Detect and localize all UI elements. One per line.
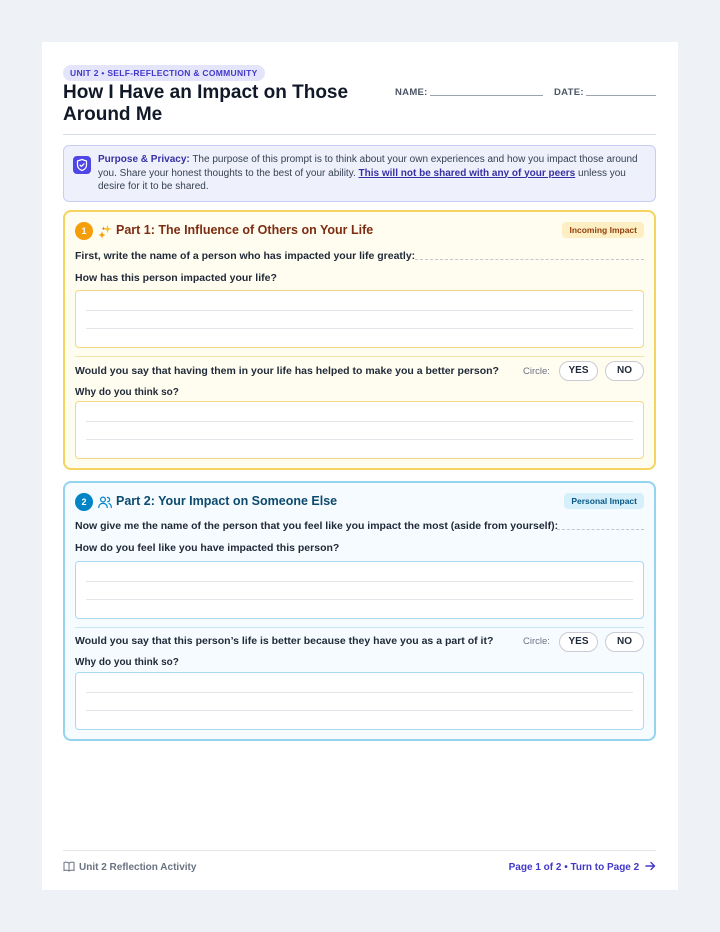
part-2-better-question: Would you say that this person’s life is better because they have you as a part of it? — [75, 635, 494, 647]
page-header — [63, 65, 656, 135]
page-footer — [63, 850, 656, 880]
privacy-label: Purpose & Privacy: — [98, 154, 190, 165]
part-2-why-question: Why do you think so? — [75, 657, 179, 668]
part-1-name-field[interactable] — [415, 259, 644, 260]
part-1-no-option[interactable]: NO — [605, 361, 644, 381]
part-1-better-question: Would you say that having them in your life has helped to make you a better person? — [75, 365, 499, 377]
footer-activity-label: Unit 2 Reflection Activity — [79, 862, 197, 873]
arrow-right-icon — [645, 861, 656, 871]
shield-check-icon — [73, 156, 91, 174]
part-1-card — [63, 210, 656, 470]
part-1-why-question: Why do you think so? — [75, 387, 179, 398]
part-2-how-question: How do you feel like you have impacted this person? — [75, 542, 340, 554]
incoming-impact-badge: Incoming Impact — [562, 222, 644, 238]
worksheet-page — [42, 42, 678, 890]
footer-page-label: Page 1 of 2 • Turn to Page 2 — [508, 862, 640, 873]
privacy-body: The purpose of this prompt is to think about your own experiences and how you impact those around you. Share your honest thoughts to the best of your ability. — [98, 154, 638, 179]
part-2-yes-option[interactable]: YES — [559, 632, 598, 652]
page-title: How I Have an Impact on Those Around Me — [63, 82, 349, 125]
part-2-title: Part 2: Your Impact on Someone Else — [116, 494, 338, 508]
part-2-divider — [75, 627, 644, 628]
part-1-circle-label: Circle: — [523, 366, 550, 377]
part-1-yes-option[interactable]: YES — [559, 361, 598, 381]
unit-badge: UNIT 2 • SELF-REFLECTION & COMMUNITY — [63, 65, 265, 81]
date-field-line[interactable] — [586, 95, 656, 96]
date-label: DATE: — [554, 87, 584, 98]
users-icon — [97, 494, 113, 510]
name-label: NAME: — [395, 87, 428, 98]
part-1-how-answer-box[interactable] — [75, 290, 644, 348]
privacy-emphasis: This will not be shared with any of your peers — [358, 167, 576, 179]
part-1-name-question: First, write the name of a person who has impacted your life greatly: — [75, 250, 416, 262]
privacy-callout — [63, 145, 656, 202]
part-2-circle-label: Circle: — [523, 636, 550, 647]
part-2-name-question: Now give me the name of the person that you feel like you impact the most (aside from yourself): — [75, 520, 559, 532]
part-1-title: Part 1: The Influence of Others on Your Life — [116, 223, 374, 237]
sparkles-icon — [97, 223, 113, 239]
personal-impact-badge: Personal Impact — [564, 493, 644, 509]
part-2-number: 2 — [75, 493, 93, 511]
part-2-card — [63, 481, 656, 741]
name-field-line[interactable] — [430, 95, 543, 96]
privacy-tail: unless you desire for it to be shared. — [98, 167, 626, 192]
footer-page-nav[interactable] — [509, 861, 656, 873]
footer-activity — [63, 861, 196, 873]
part-2-no-option[interactable]: NO — [605, 632, 644, 652]
privacy-text — [98, 153, 641, 194]
part-2-how-answer-box[interactable] — [75, 561, 644, 619]
book-icon — [63, 861, 75, 872]
part-2-why-answer-box[interactable] — [75, 672, 644, 730]
part-1-number: 1 — [75, 222, 93, 240]
part-1-how-question: How has this person impacted your life? — [75, 272, 277, 284]
part-1-divider — [75, 356, 644, 357]
part-2-name-field[interactable] — [557, 529, 644, 530]
part-1-why-answer-box[interactable] — [75, 401, 644, 459]
